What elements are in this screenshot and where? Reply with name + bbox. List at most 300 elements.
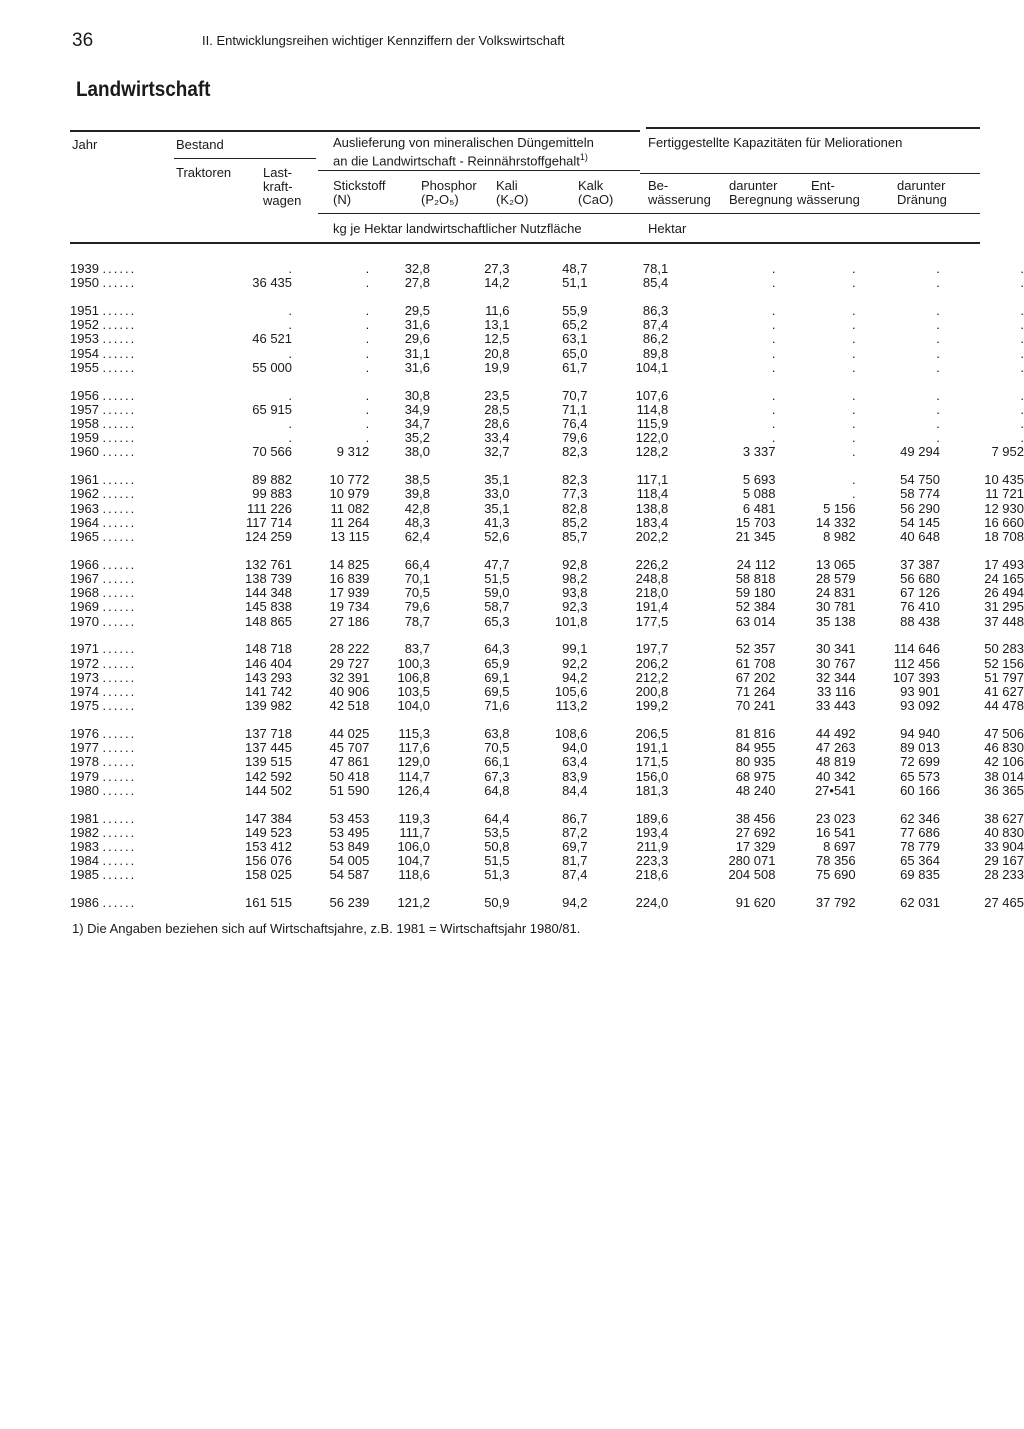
cell-entwaesserung: 76 410	[900, 600, 940, 615]
cell-traktoren: 55 000	[252, 360, 293, 375]
cell-traktoren: 99 883	[252, 487, 293, 502]
leader-dots: ......	[102, 586, 137, 601]
table-row	[70, 770, 1024, 784]
cell-year	[70, 516, 178, 530]
cell-stickstoff: 29,5	[404, 304, 430, 318]
year-label: 1964	[70, 515, 99, 530]
leader-dots: ......	[102, 318, 137, 333]
header-entwaesserung-2: wässerung	[797, 192, 860, 207]
cell-traktoren: 156 076	[245, 854, 293, 869]
cell-stickstoff: 39,8	[404, 487, 430, 502]
cell-entwaesserung: 56 290	[900, 501, 940, 516]
cell-draenung: 29 167	[984, 854, 1024, 869]
leader-dots: ......	[102, 473, 137, 488]
cell-entwaesserung: 56 680	[900, 572, 940, 587]
group-spacer	[70, 375, 1024, 389]
cell-year	[70, 403, 178, 417]
cell-traktoren: .	[288, 417, 293, 432]
cell-stickstoff: 103,5	[397, 685, 430, 700]
cell-traktoren: 144 348	[245, 586, 293, 601]
table-row	[70, 642, 1024, 656]
cell-traktoren: 145 838	[245, 600, 293, 615]
cell-lkw: 32 391	[329, 670, 370, 685]
data-table	[70, 262, 1024, 910]
cell-kalk: 171,5	[635, 755, 669, 770]
year-label: 1983	[70, 840, 99, 855]
cell-kali: 105,6	[554, 685, 588, 700]
cell-entwaesserung: .	[936, 402, 940, 417]
leader-dots: ......	[102, 755, 137, 770]
table-row	[70, 445, 1024, 459]
cell-traktoren: 149 523	[245, 825, 293, 840]
cell-draenung: 24 165	[984, 572, 1024, 587]
cell-kalk: 218,0	[635, 586, 669, 601]
cell-phosphor: 33,0	[484, 487, 510, 502]
cell-lkw: .	[365, 402, 370, 417]
header-draenung-2: Dränung	[897, 192, 947, 207]
cell-draenung: 42 106	[984, 755, 1024, 770]
cell-traktoren: 132 761	[245, 557, 293, 572]
cell-stickstoff: 31,6	[404, 360, 430, 375]
cell-kali: 87,4	[562, 868, 588, 883]
year-label: 1961	[70, 473, 99, 488]
cell-traktoren: 141 742	[245, 685, 293, 700]
table-row	[70, 403, 1024, 417]
cell-year	[70, 473, 178, 487]
leader-dots: ......	[102, 840, 137, 855]
cell-beregnung: 33 443	[815, 699, 856, 714]
cell-kalk: 78,1	[642, 262, 669, 276]
year-label: 1976	[70, 727, 99, 742]
cell-phosphor: 53,5	[484, 825, 510, 840]
table-row	[70, 600, 1024, 614]
table-row	[70, 840, 1024, 854]
cell-lkw: 42 518	[329, 699, 370, 714]
cell-kali: 93,8	[562, 586, 588, 601]
year-label: 1951	[70, 304, 99, 318]
cell-lkw: 17 939	[329, 586, 370, 601]
year-label: 1953	[70, 332, 99, 347]
cell-lkw: 53 453	[329, 811, 370, 826]
cell-kalk: 206,5	[635, 727, 669, 742]
cell-lkw: 10 772	[329, 473, 370, 488]
cell-traktoren: .	[288, 431, 293, 446]
header-unit-hektar: Hektar	[648, 221, 687, 236]
year-label: 1969	[70, 600, 99, 615]
cell-traktoren: 124 259	[245, 530, 293, 545]
group-spacer-cell	[70, 375, 1024, 389]
cell-kali: 81,7	[562, 854, 588, 869]
cell-lkw: .	[365, 262, 370, 276]
cell-year	[70, 361, 178, 375]
cell-year	[70, 487, 178, 501]
cell-year	[70, 572, 178, 586]
cell-draenung: 51 797	[984, 670, 1024, 685]
leader-dots: ......	[102, 530, 137, 545]
cell-stickstoff: 42,8	[404, 501, 430, 516]
cell-year	[70, 770, 178, 784]
header-phosphor-1: Phosphor	[421, 178, 477, 193]
cell-stickstoff: 62,4	[404, 530, 430, 545]
cell-bewaesserung: 5 693	[742, 473, 776, 488]
leader-dots: ......	[102, 572, 137, 587]
cell-stickstoff: 78,7	[404, 614, 430, 629]
cell-stickstoff: 104,0	[397, 699, 430, 714]
cell-kali: 85,7	[562, 530, 588, 545]
cell-kalk: 104,1	[635, 360, 669, 375]
cell-year	[70, 276, 178, 290]
cell-year	[70, 558, 178, 572]
header-rule-bottom	[70, 242, 980, 244]
leader-dots: ......	[102, 417, 137, 432]
cell-bewaesserung: .	[771, 388, 776, 403]
cell-entwaesserung: .	[936, 262, 940, 276]
cell-beregnung: .	[852, 360, 856, 375]
table-row	[70, 671, 1024, 685]
cell-bewaesserung: 68 975	[735, 769, 776, 784]
cell-traktoren: .	[288, 388, 293, 403]
cell-kalk: 117,1	[636, 473, 669, 488]
header-stickstoff-1: Stickstoff	[333, 178, 386, 193]
cell-entwaesserung: 89 013	[900, 741, 940, 756]
cell-beregnung: 78 356	[815, 854, 856, 869]
cell-draenung: .	[1020, 262, 1024, 276]
cell-entwaesserung: .	[936, 388, 940, 403]
group-spacer	[70, 290, 1024, 304]
cell-lkw: 47 861	[329, 755, 370, 770]
header-unit-duenger: kg je Hektar landwirtschaftlicher Nutzfläche	[333, 221, 582, 236]
cell-draenung: 7 952	[991, 445, 1024, 460]
cell-traktoren: 158 025	[245, 868, 293, 883]
cell-year	[70, 642, 178, 656]
header-lkw-2: kraft-	[263, 179, 293, 194]
cell-stickstoff: 70,1	[404, 572, 430, 587]
cell-beregnung: .	[852, 402, 856, 417]
cell-draenung: 36 365	[984, 783, 1024, 798]
group-spacer-cell	[70, 290, 1024, 304]
footnote: 1) Die Angaben beziehen sich auf Wirtschaftsjahre, z.B. 1981 = Wirtschaftsjahr 1980/81.	[72, 921, 581, 936]
year-label: 1939	[70, 262, 99, 276]
cell-kali: 101,8	[554, 614, 588, 629]
cell-kalk: 191,1	[635, 741, 669, 756]
cell-kalk: 212,2	[635, 670, 669, 685]
header-auslieferung-2-text: an die Landwirtschaft - Reinnährstoffgehalt	[333, 153, 580, 169]
cell-beregnung: .	[852, 417, 856, 432]
cell-beregnung: 40 342	[815, 769, 856, 784]
cell-stickstoff: 38,0	[404, 445, 430, 460]
year-label: 1971	[70, 642, 99, 657]
cell-kalk: 193,4	[635, 825, 669, 840]
table-row	[70, 755, 1024, 769]
cell-phosphor: 66,1	[484, 755, 510, 770]
cell-kalk: 85,4	[642, 276, 669, 291]
cell-phosphor: 11,6	[485, 304, 510, 318]
cell-kali: 77,3	[562, 487, 588, 502]
cell-entwaesserung: 77 686	[900, 825, 940, 840]
cell-beregnung: 47 263	[815, 741, 856, 756]
cell-phosphor: 59,0	[484, 586, 510, 601]
cell-bewaesserung: 3 337	[742, 445, 776, 460]
year-label: 1959	[70, 431, 99, 446]
leader-dots: ......	[102, 487, 137, 502]
table-row	[70, 431, 1024, 445]
cell-stickstoff: 29,6	[404, 332, 430, 347]
group-spacer-cell	[70, 544, 1024, 558]
cell-beregnung: 44 492	[815, 727, 856, 742]
cell-kali: 55,9	[562, 304, 588, 318]
cell-year	[70, 389, 178, 403]
cell-draenung: 27 465	[984, 896, 1024, 911]
table-row	[70, 699, 1024, 713]
cell-stickstoff: 115,3	[398, 727, 430, 742]
leader-dots: ......	[102, 445, 137, 460]
cell-lkw: 40 906	[329, 685, 370, 700]
header-kali-1: Kali	[496, 178, 518, 193]
group-spacer	[70, 713, 1024, 727]
cell-bewaesserung: 280 071	[728, 854, 776, 869]
header-stickstoff-2: (N)	[333, 192, 352, 207]
group-spacer	[70, 798, 1024, 812]
cell-kali: 94,2	[562, 670, 588, 685]
cell-lkw: 44 025	[329, 727, 370, 742]
cell-kali: 113,2	[555, 699, 588, 714]
cell-kalk: 114,8	[636, 402, 669, 417]
cell-beregnung: 24 831	[815, 586, 856, 601]
cell-phosphor: 52,6	[484, 530, 510, 545]
cell-year	[70, 417, 178, 431]
cell-stickstoff: 34,7	[404, 417, 430, 432]
cell-draenung: 47 506	[984, 727, 1024, 742]
cell-kalk: 199,2	[635, 699, 669, 714]
table-row	[70, 304, 1024, 318]
cell-phosphor: 47,7	[484, 557, 510, 572]
year-label: 1963	[70, 501, 99, 516]
cell-traktoren: 139 515	[245, 755, 293, 770]
cell-draenung: 41 627	[984, 685, 1024, 700]
cell-year	[70, 304, 178, 318]
cell-bewaesserung: 91 620	[735, 896, 776, 911]
cell-traktoren: 65 915	[252, 402, 293, 417]
cell-beregnung: 13 065	[815, 557, 856, 572]
cell-bewaesserung: .	[771, 346, 776, 361]
cell-beregnung: 37 792	[815, 896, 856, 911]
cell-traktoren: 153 412	[245, 840, 293, 855]
cell-stickstoff: 118,6	[398, 868, 430, 883]
cell-kalk: 191,4	[635, 600, 669, 615]
cell-year	[70, 896, 178, 910]
table-row	[70, 685, 1024, 699]
header-kalk-2: (CaO)	[578, 192, 614, 207]
leader-dots: ......	[102, 304, 137, 318]
cell-entwaesserung: .	[936, 346, 940, 361]
cell-entwaesserung: 62 031	[900, 896, 940, 911]
leader-dots: ......	[102, 388, 137, 403]
cell-lkw: 11 264	[330, 515, 370, 530]
cell-beregnung: 8 982	[823, 530, 856, 545]
cell-stickstoff: 121,2	[397, 896, 430, 911]
cell-kalk: 202,2	[635, 530, 669, 545]
cell-beregnung: 48 819	[815, 755, 856, 770]
table-row	[70, 657, 1024, 671]
cell-beregnung: 23 023	[815, 811, 856, 826]
cell-entwaesserung: 78 779	[900, 840, 940, 855]
cell-stickstoff: 31,1	[404, 346, 430, 361]
leader-dots: ......	[102, 769, 137, 784]
cell-year	[70, 657, 178, 671]
cell-draenung: 12 930	[984, 501, 1024, 516]
cell-bewaesserung: 71 264	[735, 685, 776, 700]
cell-bewaesserung: 27 692	[735, 825, 776, 840]
cell-lkw: 9 312	[336, 445, 370, 460]
cell-year	[70, 868, 178, 882]
cell-stickstoff: 106,0	[397, 840, 430, 855]
cell-kalk: 248,8	[635, 572, 669, 587]
group-spacer	[70, 544, 1024, 558]
cell-year	[70, 502, 178, 516]
cell-entwaesserung: 88 438	[900, 614, 940, 629]
cell-traktoren: 117 714	[245, 515, 293, 530]
cell-bewaesserung: 84 955	[735, 741, 776, 756]
cell-lkw: 54 005	[329, 854, 370, 869]
cell-phosphor: 32,7	[484, 445, 510, 460]
cell-kali: 82,3	[562, 445, 588, 460]
cell-bewaesserung: 63 014	[735, 614, 776, 629]
table-row	[70, 896, 1024, 910]
cell-year	[70, 840, 178, 854]
cell-traktoren: 138 739	[245, 572, 293, 587]
cell-beregnung: 75 690	[815, 868, 856, 883]
cell-traktoren: .	[288, 262, 293, 276]
leader-dots: ......	[102, 685, 137, 700]
cell-lkw: .	[365, 332, 370, 347]
year-label: 1970	[70, 614, 99, 629]
cell-year	[70, 784, 178, 798]
leader-dots: ......	[102, 727, 137, 742]
running-head: II. Entwicklungsreihen wichtiger Kennziffern der Volkswirtschaft	[202, 33, 565, 48]
header-lkw-3: wagen	[263, 193, 302, 208]
table-row	[70, 332, 1024, 346]
table-row	[70, 347, 1024, 361]
cell-lkw: 29 727	[329, 656, 370, 671]
year-label: 1967	[70, 572, 99, 587]
cell-entwaesserung: .	[936, 417, 940, 432]
cell-kali: 92,3	[562, 600, 588, 615]
cell-stickstoff: 66,4	[404, 557, 430, 572]
cell-entwaesserung: .	[936, 318, 940, 333]
cell-draenung: .	[1020, 417, 1024, 432]
cell-kali: 83,9	[562, 769, 588, 784]
year-label: 1982	[70, 825, 99, 840]
leader-dots: ......	[102, 276, 137, 291]
cell-kali: 108,6	[554, 727, 588, 742]
cell-lkw: .	[365, 388, 370, 403]
cell-stickstoff: 83,7	[404, 642, 430, 657]
cell-phosphor: 58,7	[484, 600, 510, 615]
cell-kalk: 226,2	[635, 557, 669, 572]
cell-stickstoff: 38,5	[404, 473, 430, 488]
cell-traktoren: 144 502	[245, 783, 293, 798]
rule-under-columns	[318, 213, 980, 214]
cell-bewaesserung: 48 240	[735, 783, 776, 798]
cell-lkw: 11 082	[330, 501, 370, 516]
year-label: 1978	[70, 755, 99, 770]
cell-kalk: 197,7	[635, 642, 669, 657]
cell-bewaesserung: 81 816	[735, 727, 776, 742]
cell-lkw: 10 979	[329, 487, 370, 502]
leader-dots: ......	[102, 825, 137, 840]
cell-entwaesserung: .	[936, 276, 940, 291]
cell-lkw: .	[365, 318, 370, 333]
table-row	[70, 262, 1024, 276]
cell-year	[70, 347, 178, 361]
cell-kali: 70,7	[562, 388, 588, 403]
table-row	[70, 318, 1024, 332]
cell-beregnung: 8 697	[823, 840, 856, 855]
year-label: 1950	[70, 276, 99, 291]
cell-traktoren: 137 445	[245, 741, 293, 756]
leader-dots: ......	[102, 600, 137, 615]
cell-lkw: .	[365, 346, 370, 361]
cell-draenung: .	[1020, 346, 1024, 361]
cell-bewaesserung: .	[771, 417, 776, 432]
group-spacer-cell	[70, 460, 1024, 474]
cell-traktoren: 148 865	[245, 614, 293, 629]
cell-lkw: 14 825	[329, 557, 370, 572]
cell-stickstoff: 119,3	[398, 811, 430, 826]
cell-phosphor: 64,8	[484, 783, 510, 798]
cell-bewaesserung: 58 818	[735, 572, 776, 587]
cell-year	[70, 699, 178, 713]
section-title: Landwirtschaft	[76, 78, 211, 101]
cell-bewaesserung: 6 481	[742, 501, 776, 516]
cell-bewaesserung: 5 088	[742, 487, 776, 502]
year-label: 1985	[70, 868, 99, 883]
cell-draenung: .	[1020, 402, 1024, 417]
cell-traktoren: .	[288, 318, 293, 333]
cell-entwaesserung: 62 346	[900, 811, 940, 826]
cell-beregnung: 33 116	[816, 685, 856, 700]
table-row	[70, 558, 1024, 572]
cell-bewaesserung: .	[771, 332, 776, 347]
cell-entwaesserung: 58 774	[900, 487, 940, 502]
cell-lkw: .	[365, 276, 370, 291]
year-label: 1955	[70, 360, 99, 375]
cell-lkw: 19 734	[329, 600, 370, 615]
group-spacer	[70, 883, 1024, 897]
page-header	[72, 30, 964, 54]
cell-kalk: 115,9	[636, 417, 669, 432]
cell-entwaesserung: 60 166	[900, 783, 940, 798]
cell-kali: 76,4	[562, 417, 588, 432]
cell-entwaesserung: 72 699	[900, 755, 940, 770]
header-traktoren: Traktoren	[176, 165, 232, 180]
leader-dots: ......	[102, 670, 137, 685]
leader-dots: ......	[102, 346, 137, 361]
cell-kali: 69,7	[562, 840, 588, 855]
cell-year	[70, 332, 178, 346]
cell-beregnung: .	[852, 276, 856, 291]
cell-phosphor: 67,3	[484, 769, 510, 784]
table-row	[70, 854, 1024, 868]
year-label: 1975	[70, 699, 99, 714]
year-label: 1973	[70, 670, 99, 685]
leader-dots: ......	[102, 262, 137, 276]
cell-bewaesserung: .	[771, 431, 776, 446]
cell-year	[70, 431, 178, 445]
cell-lkw: 28 222	[329, 642, 370, 657]
cell-traktoren: 142 592	[245, 769, 293, 784]
cell-draenung: .	[1020, 318, 1024, 333]
